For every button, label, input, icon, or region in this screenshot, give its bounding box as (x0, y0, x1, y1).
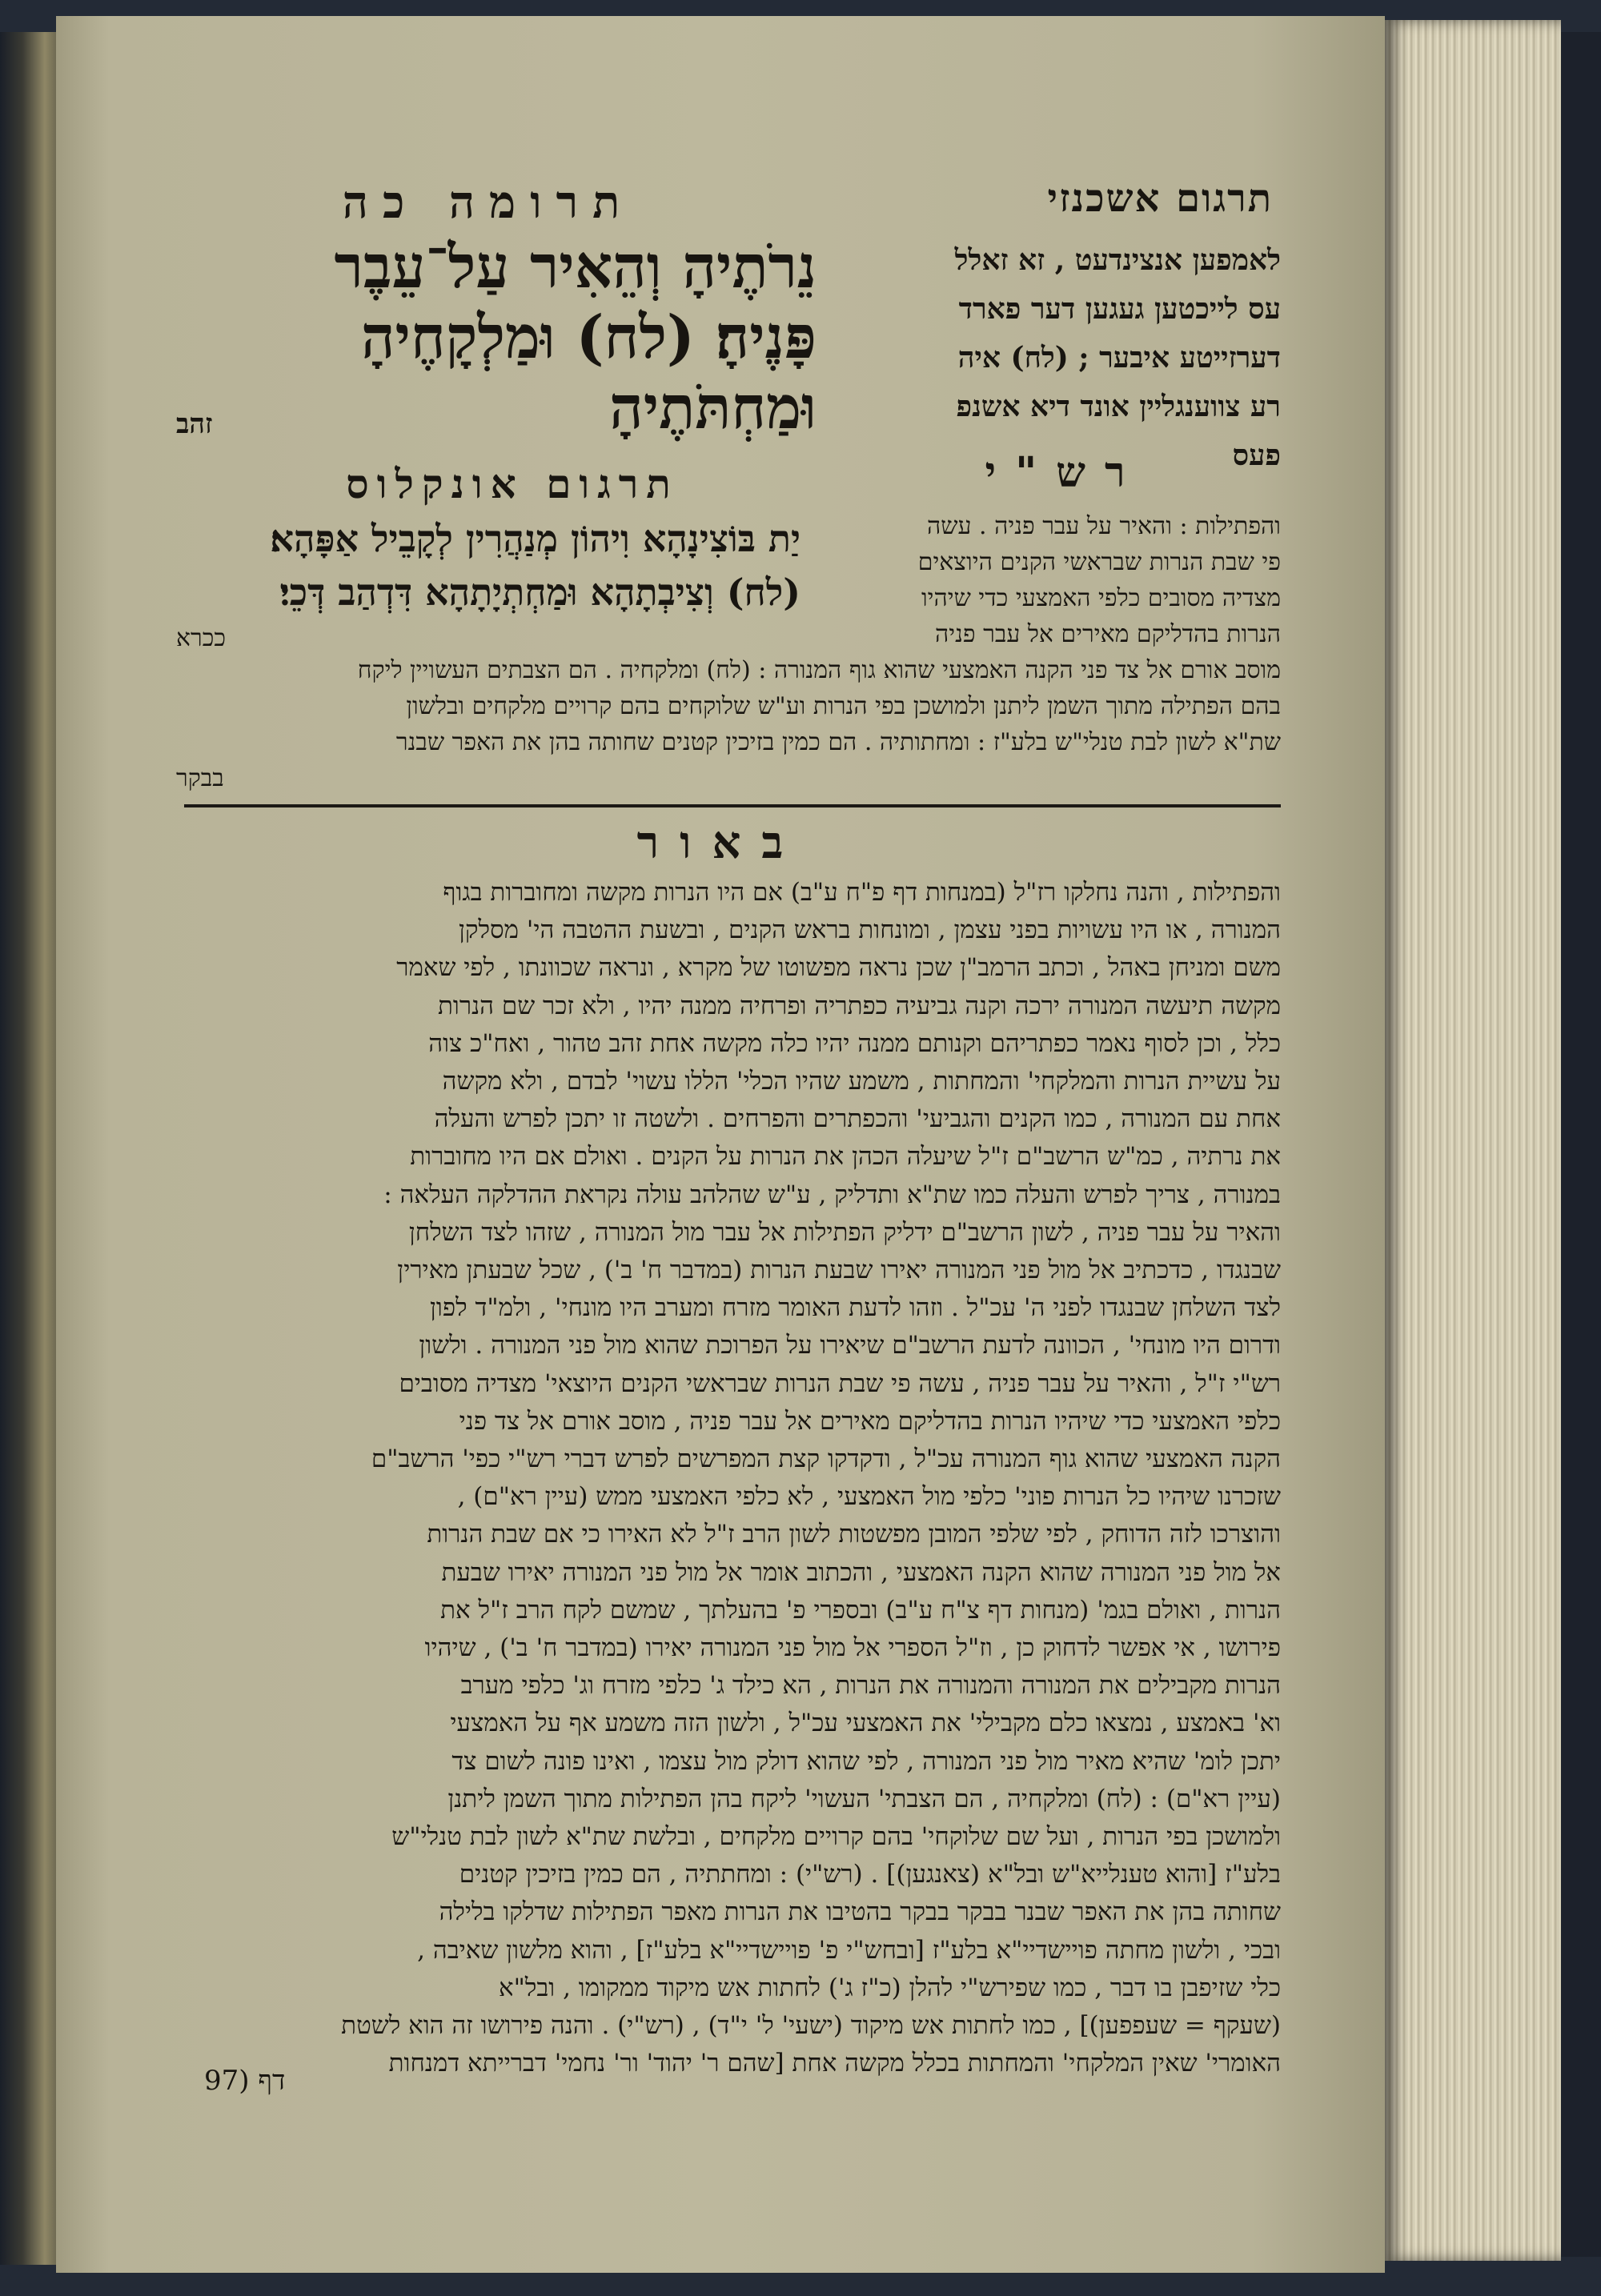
text-line: שת"א לשון לבת טנלי"ש בלע"ז : ומחתותיה . הם כמין בזיכין קטנים שחותה בהן את האפר שבנר (395, 728, 1281, 756)
ashkenazi-translation-text (865, 236, 1281, 480)
text-line: פירושו , אי אפשר לדחוק כן , וז"ל הספרי אל מול פני המנורה יאירו (במדבר ח' ב') , שיהיו (424, 1633, 1281, 1663)
text-line: אחת עם המנורה , כמו הקנים והגביעי' והכפתרים והפרחים . ולשטה זו יתכן לפרש והעלה (434, 1104, 1281, 1134)
text-line: עס לייכטען געגען דער פארד (958, 292, 1281, 326)
text-line: לאמפען אנצינדעט , זא זאלל (954, 243, 1281, 277)
text-line: רע צווענגליין אונד דיא אשנפ (956, 390, 1281, 423)
rashi-catchword: בבקר (176, 764, 224, 792)
text-line: הנרות מקבילים את המנורה והמנורה את הנרות , הא כילד ג' כלפי מזרח וג' כלפי מערב (460, 1671, 1281, 1701)
book-fore-edge (1385, 20, 1561, 2261)
text-line: בהם הפתילה מתוך השמן ליתנן ולמושכן בפי הנרות וע"ש שלוקחים בהם קרויים מלקחים ובלשון (406, 692, 1281, 720)
text-line: על עשיית הנרות והמלקחי' והמחתות , משמע שהיו הכלי' הללו עשוי' לבדם , ולא מקשה (442, 1067, 1281, 1096)
text-line: בלע"ז [והוא טענלייא"ש ובל"א (צאנגען)] . (רש"י) : ומחתתיה , הם כמין בזיכין קטנים (459, 1860, 1281, 1889)
text-line: המנורה , או היו עשויות בפני עצמן , ומונחות בראש הקנים , ובשעת ההטבה הי' מסלקן (458, 916, 1281, 945)
text-line: ולמושכן בפי הנרות , ועל שם שלוקחי' בהם קרויים מלקחים , ובלשת שת"א לשון לבת טנלי"ש (391, 1822, 1281, 1852)
text-line: והוצרכו לזה הדוחק , לפי שלפי המובן מפשטות לשון הרב ז"ל לא האירו כי אם שבת הנרות (427, 1520, 1281, 1549)
biur-header: באור (636, 816, 805, 869)
text-line: דערזייטע איבער ; (לח) איה (957, 341, 1281, 375)
text-line: כלפי האמצעי כדי שיהיו הנרות בהדליקם מאירים אל עבר פניה , מוסב אורם אל צד פני (459, 1406, 1281, 1436)
text-line: שחותה בהן את האפר שבנר בבקר בבקר בהטיבו את הנרות מאפר הפתילות שדלקו בלילה (439, 1897, 1281, 1927)
facing-page-edge (0, 32, 56, 2265)
onkelos-header: תרגום אונקלוס (346, 460, 679, 507)
text-line: רש"י ז"ל , והאיר על עבר פניה , עשה פי שבת הנרות שבראשי הקנים היוצאי' מצדיה מסובים (399, 1368, 1281, 1398)
text-line: לצד השלחן שבנגדו לפני ה' עכ"ל . וזהו לדעת האומר מזרח ומערב היו מונחי' , ולמ"ד לפון (430, 1293, 1281, 1323)
verse-catchword: זהב (176, 408, 213, 440)
text-line: משם ומניחן באהל , וכתב הרמב"ן שכן נראה מפשוטו של מקרא , ונראה שכוונתו , לפי שאמר (396, 953, 1281, 983)
text-line: פי שבת הנרות שבראשי הקנים היוצאים (917, 548, 1281, 576)
text-line: מצדיה מסובים כלפי האמצעי כדי שיהיו (921, 584, 1281, 612)
text-line: כלל , וכן לסוף נאמר כפתריהם וקנותם ממנה יהיו כלה מקשה אחת זהב טהור , ואח"כ צוה (428, 1028, 1281, 1058)
text-line: (לח) וְצִיבְתָהָא וּמַחְתְיָתָהָא דִּדְהַב דְּכֵי׃ (279, 571, 800, 614)
text-line: יתכן לומ' שהיא מאיר מול פני המנורה , לפי שהוא דולק מול עצמו , ואינו פונה לשום צד (451, 1746, 1281, 1776)
verse-line: פָּנֶיהָ׃ (לח) וּמַלְקָחֶיהָ וּמַחְתֹּתֶיהָ (360, 303, 817, 443)
text-line: יַת בּוֹצִינָהָא וִיהוֹן מְנַהֲרִין לְקָבֵיל אַפָּהָא׃ (270, 517, 800, 560)
text-line: הקנה האמצעי שהוא גוף המנורה עכ"ל , ודקדקו קצת המפרשים לפרש דברי רש"י כפי' הרשב"ם (371, 1445, 1281, 1474)
text-line: ודרום היו מונחי' , הכוונה לדעת הרשב"ם שיאירו על הפרוכת שהוא מול פני המנורה . ולשון (419, 1331, 1281, 1360)
rashi-column (672, 508, 1281, 652)
background-edge (1561, 32, 1601, 2257)
text-line: האומרי' שאין המלקחי' והמחתות בכלל מקשה אחת [שהם ר' יהוד' ור' נחמי' דברייתא דמנחות (388, 2049, 1281, 2078)
text-line: הנרות בהדליקם מאירים אל עבר פניה (935, 620, 1281, 648)
text-line: את נרתיה , כמ"ש הרשב"ם ז"ל שיעלה הכהן את הנרות על הקנים . ואולם אם היו מחוברות (410, 1142, 1281, 1172)
text-line: וא' באמצע , נמצאו כלם מקבילי' את האמצעי עכ"ל , ולשון הזה משמע אף על האמצעי (450, 1709, 1281, 1738)
text-line: מוסב אורם אל צד פני הקנה האמצעי שהוא גוף המנורה : (לח) ומלקחיה . הם הצבתים העשויין ליקח (357, 656, 1281, 684)
ashkenazi-translation-header: תרגום אשכנזי (1047, 176, 1273, 221)
rashi-commentary (176, 508, 1281, 760)
text-line: במנורה , צריך לפרש והעלה כמו שת"א ותדליק , ע"ש שהלהב עולה נקראת ההדלקה העלאה : (383, 1180, 1281, 1209)
parsha-running-header: תרומה כה (342, 176, 635, 229)
text-line: ובכי , ולשון מחתה פויישדיי"א בלע"ז [ובחש"י פ' פויישדיי"א בלע"ז] , והוא מלשון שאיבה , (417, 1935, 1281, 1965)
text-line: (עיין רא"ם) : (לח) ומלקחיה , הם הצבתי' העשוי' ליקח בהן הפתילות מתוך השמן ליתנן (447, 1784, 1281, 1813)
text-line: מקשה תיעשה המנורה ירכה וקנה גביעיה כפתריה ופרחיה ממנה יהיו , ולא זכר שם הנרות (438, 991, 1281, 1020)
section-divider (184, 804, 1281, 807)
text-line: והאיר על עבר פניה , לשון הרשב"ם ידליק הפתילות אל עבר מול המנורה , שזהו לצד השלחן (408, 1217, 1281, 1247)
onkelos-catchword: ככרא (176, 624, 227, 652)
text-line: הנרות , ואולם בגמ' (מנחות דף צ"ח ע"ב) ובספרי פ' בהעלתך , שמשם לקח הרב ז"ל את (440, 1595, 1281, 1625)
text-line: שזכרנו שיהיו כל הנרות פוני' כלפי מול האמצעי , לא כלפי האמצעי ממש (עיין רא"ם) , (457, 1482, 1281, 1512)
text-line: שבנגדו , כדכתיב אל מול פני המנורה יאירו שבעת הנרות (במדבר ח' ב') , שכל שבעתן מאירין (397, 1256, 1281, 1285)
rashi-header: רש"י (985, 448, 1145, 497)
text-line: והפתילות , והנה נחלקו רז"ל (במנחות דף פ"ח ע"ב) אם היו הנרות מקשה ומחוברות בגוף (443, 878, 1281, 907)
book-page (56, 16, 1385, 2273)
verse-line: נֵרֹתֶיהָ וְהֵאִיר עַל־עֵבֶר (334, 233, 817, 302)
text-line: פעס (1232, 439, 1281, 472)
biur-commentary (184, 874, 1281, 2083)
page-catchword: דף (97 (204, 2065, 286, 2097)
text-line: והפתילות : והאיר על עבר פניה . עשה (926, 512, 1281, 540)
text-line: אל מול פני המנורה שהוא הקנה האמצעי , והכתוב אומר אל מול פני המנורה יאירו שבעת (441, 1557, 1281, 1587)
text-line: (שעקף = שעפפען)] , כמו לחתות אש מיקוד (ישעי' ל' י"ד) , (רש"י) . והנה פירושו זה הוא לשטת (341, 2011, 1281, 2041)
text-line: כלי שזיפבן בו דבר , כמו שפירש"י להלן (כ"ז ג') לחתות אש מיקוד ממקומו , ובל"א (498, 1973, 1281, 2002)
